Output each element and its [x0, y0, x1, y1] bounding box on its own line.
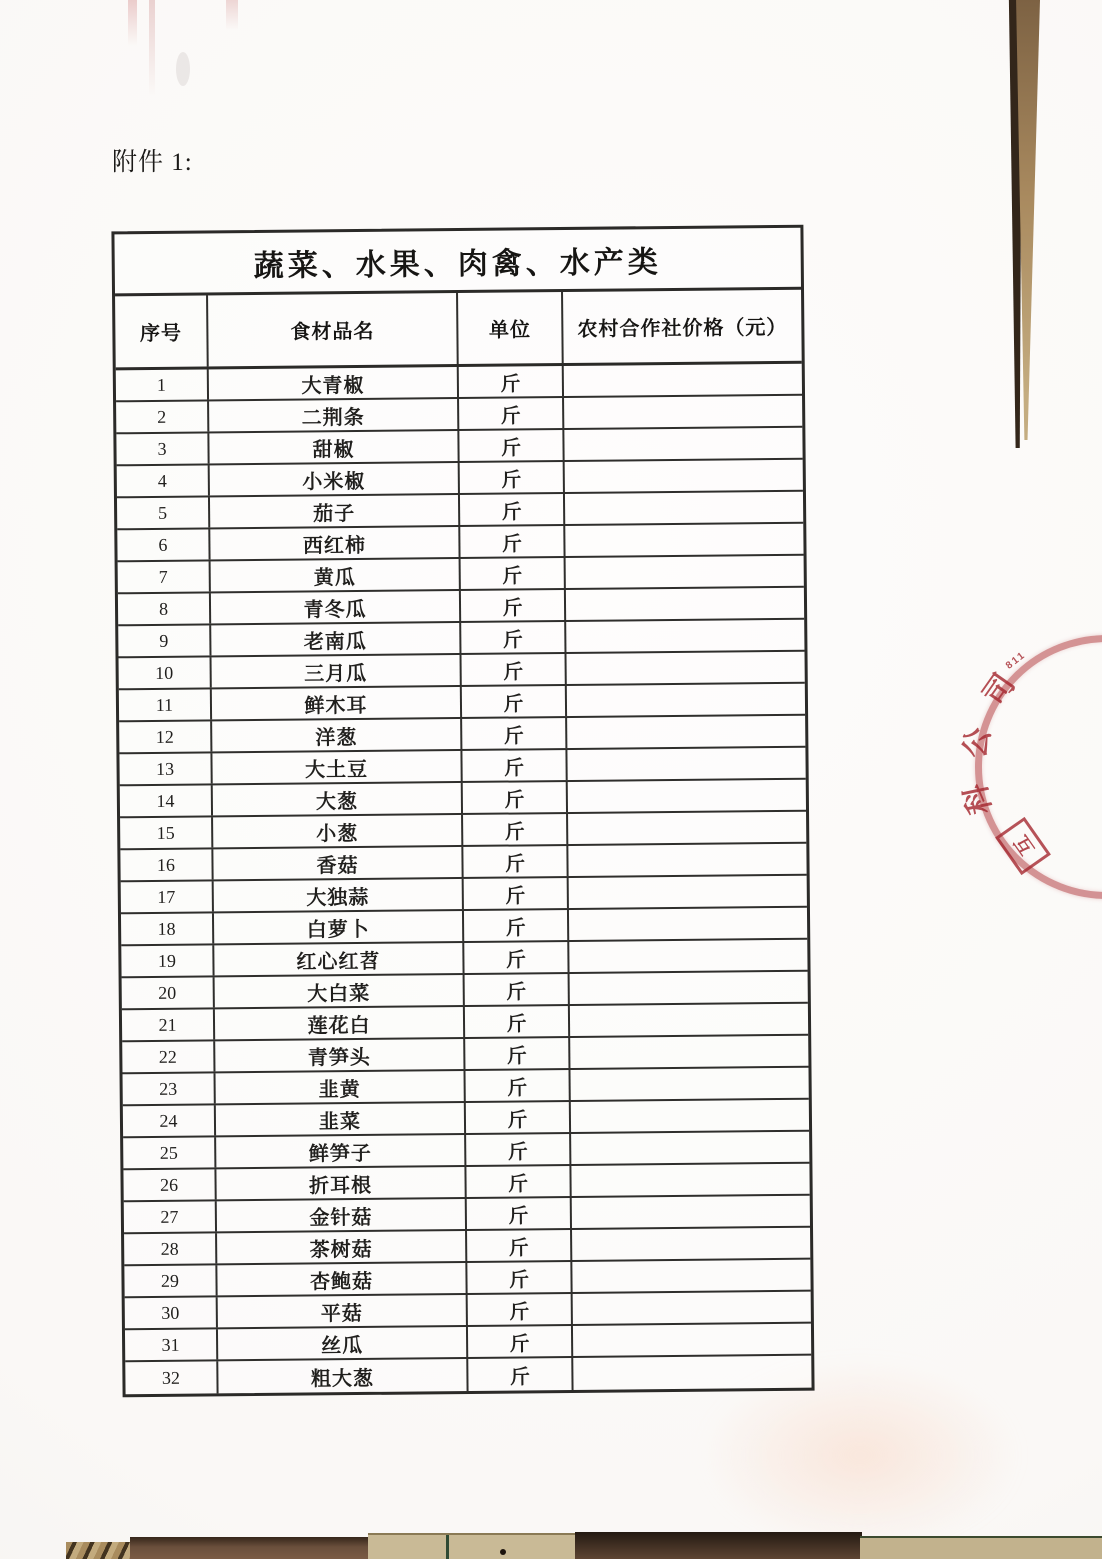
cell-name: 韭菜 [216, 1103, 466, 1135]
cell-no: 5 [117, 497, 210, 528]
table-header-row [115, 290, 802, 371]
cell-no: 4 [117, 465, 210, 496]
cell-unit: 斤 [461, 622, 566, 653]
cell-name: 洋葱 [212, 719, 462, 751]
price-table [111, 225, 814, 1398]
cell-unit: 斤 [459, 398, 564, 429]
desk-surface-segment [860, 1536, 1102, 1559]
desk-surface-segment [66, 1542, 132, 1559]
cell-name: 甜椒 [209, 431, 459, 463]
column-header-name: 食材品名 [208, 293, 459, 366]
cell-price [570, 1068, 808, 1100]
cell-unit: 斤 [465, 974, 570, 1005]
cell-name: 西红柿 [210, 527, 460, 559]
cell-price [570, 1036, 808, 1068]
scan-streak [128, 0, 137, 46]
cell-no: 21 [122, 1009, 215, 1040]
cell-no: 28 [124, 1233, 217, 1264]
cell-name: 金针菇 [217, 1199, 467, 1231]
cell-no: 10 [119, 657, 212, 688]
cell-unit: 斤 [460, 526, 565, 557]
cell-unit: 斤 [468, 1326, 573, 1357]
desk-surface-segment [368, 1533, 577, 1559]
desk-surface-segment [575, 1532, 862, 1559]
cell-price [572, 1260, 810, 1292]
cell-unit: 斤 [461, 558, 566, 589]
cell-no: 2 [116, 401, 209, 432]
cell-unit: 斤 [465, 1038, 570, 1069]
cell-no: 1 [116, 369, 209, 400]
cell-name: 莲花白 [215, 1007, 465, 1039]
cell-price [567, 748, 805, 780]
cell-price [566, 588, 804, 620]
cell-price [564, 428, 802, 460]
cell-price [570, 1004, 808, 1036]
cell-price [570, 972, 808, 1004]
cell-no: 15 [120, 817, 213, 848]
cell-name: 粗大葱 [218, 1359, 468, 1393]
cell-no: 12 [119, 721, 212, 752]
table-row [125, 1356, 811, 1395]
cell-name: 白萝卜 [214, 911, 464, 943]
column-header-unit: 单位 [458, 292, 564, 364]
cell-price [573, 1292, 811, 1324]
cell-unit: 斤 [466, 1166, 571, 1197]
cell-unit: 斤 [468, 1358, 573, 1391]
cell-unit: 斤 [467, 1262, 572, 1293]
cell-name: 青冬瓜 [211, 591, 461, 623]
cell-name: 鲜笋子 [216, 1135, 466, 1167]
cell-no: 13 [119, 753, 212, 784]
cell-price [566, 652, 804, 684]
desk-seam-line [446, 1535, 449, 1559]
cell-no: 25 [123, 1137, 216, 1168]
cell-price [573, 1356, 811, 1390]
cell-no: 8 [118, 593, 211, 624]
cell-unit: 斤 [463, 782, 568, 813]
cell-name: 韭黄 [216, 1071, 466, 1103]
cell-name: 折耳根 [216, 1167, 466, 1199]
cell-name: 平菇 [218, 1295, 468, 1327]
cell-price [573, 1324, 811, 1356]
cell-price [572, 1196, 810, 1228]
cell-price [568, 844, 806, 876]
cell-no: 30 [125, 1297, 218, 1328]
cell-no: 23 [123, 1073, 216, 1104]
cell-price [571, 1164, 809, 1196]
seal-character: 科 [959, 781, 998, 818]
cell-no: 14 [120, 785, 213, 816]
cell-no: 24 [123, 1105, 216, 1136]
cell-name: 杏鲍菇 [217, 1263, 467, 1295]
attachment-label: 附件 1: [112, 149, 193, 176]
cell-unit: 斤 [460, 462, 565, 493]
cell-name: 丝瓜 [218, 1327, 468, 1359]
cell-no: 22 [122, 1041, 215, 1072]
cell-name: 大葱 [213, 783, 463, 815]
column-header-no: 序号 [115, 295, 209, 367]
cell-name: 茄子 [210, 495, 460, 527]
cell-no: 32 [125, 1361, 218, 1394]
cell-name: 红心红苕 [214, 943, 464, 975]
cell-unit: 斤 [464, 910, 569, 941]
cell-unit: 斤 [459, 430, 564, 461]
cell-unit: 斤 [465, 1006, 570, 1037]
cell-price [564, 364, 802, 396]
cell-no: 17 [121, 881, 214, 912]
cell-name: 小米椒 [210, 463, 460, 495]
cell-price [565, 524, 803, 556]
cell-name: 青笋头 [215, 1039, 465, 1071]
cell-no: 7 [118, 561, 211, 592]
cell-unit: 斤 [465, 1070, 570, 1101]
cell-name: 大土豆 [212, 751, 462, 783]
cell-price [564, 396, 802, 428]
cell-unit: 斤 [467, 1198, 572, 1229]
cell-unit: 斤 [466, 1102, 571, 1133]
cell-no: 20 [122, 977, 215, 1008]
seal-character: 公 [958, 724, 997, 761]
cell-price [567, 684, 805, 716]
cell-no: 26 [123, 1169, 216, 1200]
seal-serial-digits: 811 [1003, 649, 1029, 672]
cell-no: 27 [124, 1201, 217, 1232]
cell-unit: 斤 [463, 814, 568, 845]
cell-unit: 斤 [462, 750, 567, 781]
cell-no: 3 [116, 433, 209, 464]
cell-name: 老南瓜 [211, 623, 461, 655]
seal-boxed-glyph: 互 [1010, 831, 1039, 859]
cell-name: 鲜木耳 [212, 687, 462, 719]
cell-name: 大独蒜 [214, 879, 464, 911]
cell-unit: 斤 [466, 1134, 571, 1165]
scan-smudge [176, 52, 190, 86]
seal-circle [975, 635, 1102, 899]
cell-name: 大白菜 [215, 975, 465, 1007]
seal-character: 司 [977, 667, 1022, 712]
table-body [116, 364, 812, 1395]
cell-unit: 斤 [462, 654, 567, 685]
cell-name: 茶树菇 [217, 1231, 467, 1263]
cell-price [569, 940, 807, 972]
cell-name: 小葱 [213, 815, 463, 847]
cell-name: 黄瓜 [211, 559, 461, 591]
cell-price [565, 492, 803, 524]
cell-unit: 斤 [464, 878, 569, 909]
cell-no: 29 [124, 1265, 217, 1296]
cell-no: 6 [117, 529, 210, 560]
scan-streak [149, 0, 155, 96]
cell-price [569, 908, 807, 940]
cell-unit: 斤 [464, 942, 569, 973]
cell-no: 18 [121, 913, 214, 944]
cell-price [568, 780, 806, 812]
cell-price [566, 556, 804, 588]
table-title: 蔬菜、水果、肉禽、水产类 [114, 228, 801, 297]
cell-name: 三月瓜 [212, 655, 462, 687]
cell-name: 香菇 [213, 847, 463, 879]
cell-price [572, 1228, 810, 1260]
cell-no: 19 [121, 945, 214, 976]
cell-name: 大青椒 [209, 367, 459, 399]
cell-price [571, 1132, 809, 1164]
cell-price [571, 1100, 809, 1132]
cell-unit: 斤 [462, 718, 567, 749]
cell-no: 11 [119, 689, 212, 720]
column-header-price: 农村合作社价格（元） [577, 316, 788, 341]
desk-speck [500, 1549, 506, 1555]
cell-price [566, 620, 804, 652]
desk-surface-segment [130, 1537, 370, 1559]
cell-no: 16 [120, 849, 213, 880]
seal-boxed-mark [995, 817, 1051, 875]
cell-price [568, 812, 806, 844]
cell-no: 9 [118, 625, 211, 656]
cell-unit: 斤 [463, 846, 568, 877]
cell-price [565, 460, 803, 492]
cell-no: 31 [125, 1329, 218, 1360]
scan-streak [226, 0, 238, 30]
cell-unit: 斤 [467, 1230, 572, 1261]
cell-price [569, 876, 807, 908]
cell-unit: 斤 [460, 494, 565, 525]
cell-unit: 斤 [459, 366, 564, 397]
cell-name: 二荆条 [209, 399, 459, 431]
cell-unit: 斤 [462, 686, 567, 717]
cell-unit: 斤 [461, 590, 566, 621]
cell-unit: 斤 [468, 1294, 573, 1325]
cell-price [567, 716, 805, 748]
